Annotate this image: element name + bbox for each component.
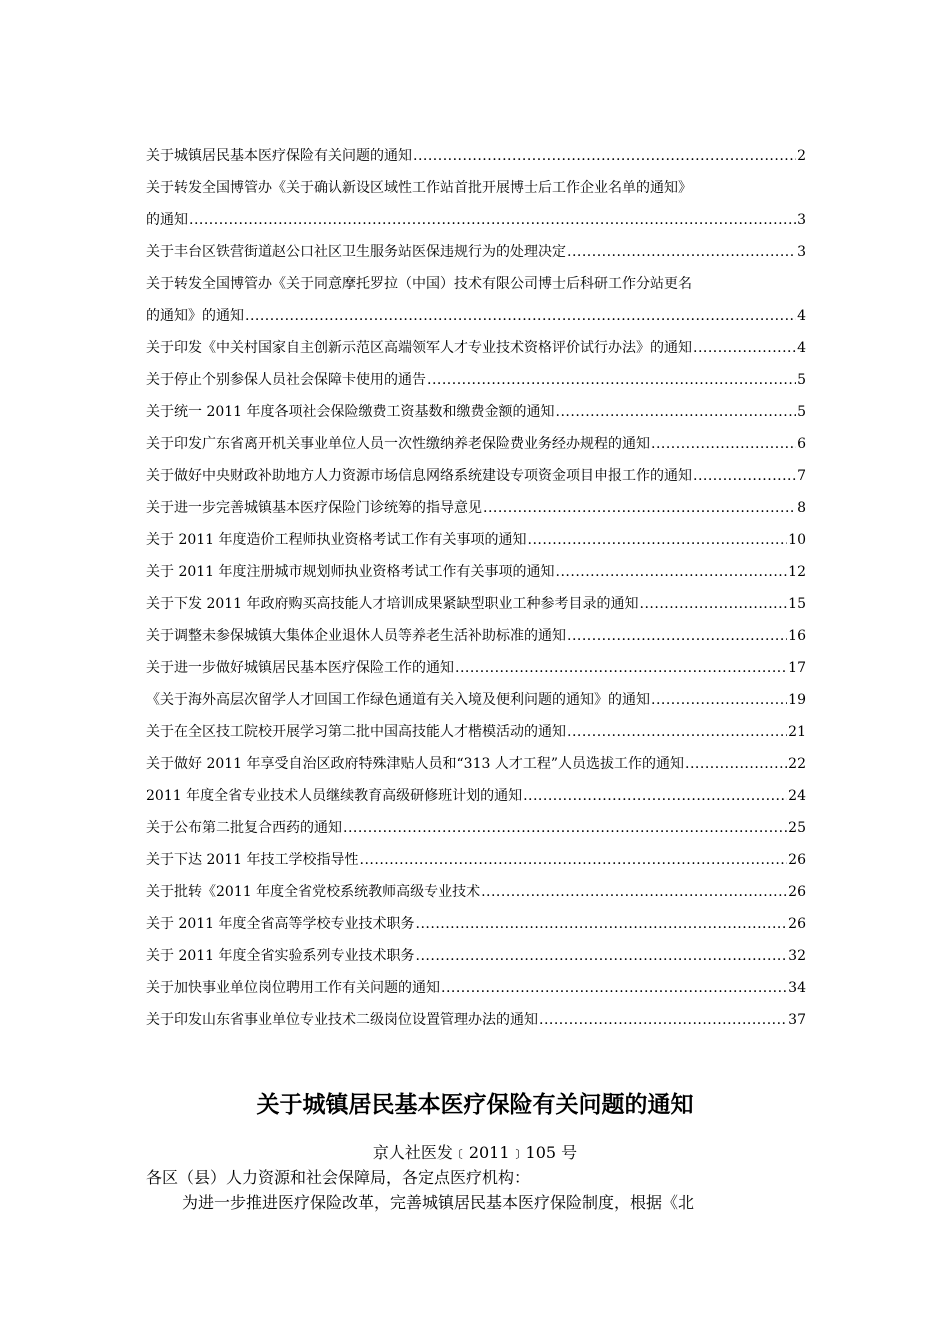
toc-entry[interactable] <box>146 780 806 812</box>
toc-entry[interactable] <box>146 524 806 556</box>
toc-entry-title: 关于 2011 年度注册城市规划师执业资格考试工作有关事项的通知 <box>146 564 555 580</box>
addressee-line: 各区（县）人力资源和社会保障局，各定点医疗机构： <box>146 1168 531 1187</box>
toc-entry[interactable] <box>146 556 806 588</box>
toc-leader-dots <box>416 940 788 972</box>
toc-entry-title: 关于印发山东省事业单位专业技术二级岗位设置管理办法的通知 <box>146 1012 538 1028</box>
toc-entry-title: 关于停止个别参保人员社会保障卡使用的通告 <box>146 372 426 388</box>
toc-page-number: 26 <box>788 852 806 868</box>
toc-leader-dots <box>189 204 796 236</box>
toc-entry[interactable] <box>146 908 806 940</box>
toc-page-number: 25 <box>788 820 806 836</box>
toc-page-number: 17 <box>788 660 806 676</box>
toc-page-number: 8 <box>797 500 806 516</box>
toc-entry-title: 关于印发广东省离开机关事业单位人员一次性缴纳养老保险费业务经办规程的通知 <box>146 436 650 452</box>
toc-entry[interactable] <box>146 236 806 268</box>
toc-leader-dots <box>539 1004 787 1036</box>
toc-leader-dots <box>528 524 788 556</box>
toc-page-number: 16 <box>788 628 806 644</box>
toc-page-number: 26 <box>788 916 806 932</box>
toc-page-number: 4 <box>797 308 806 324</box>
toc-entry-title: 关于下达 2011 年技工学校指导性 <box>146 852 359 868</box>
toc-entry-title: 关于加快事业单位岗位聘用工作有关问题的通知 <box>146 980 440 996</box>
toc-leader-dots <box>455 652 787 684</box>
toc-leader-dots <box>693 332 796 364</box>
toc-entry[interactable] <box>146 1004 806 1036</box>
toc-entry[interactable] <box>146 972 806 1004</box>
toc-entry[interactable] <box>146 428 806 460</box>
toc-entry-title: 关于 2011 年度全省高等学校专业技术职务 <box>146 916 415 932</box>
toc-leader-dots <box>640 588 788 620</box>
toc-entry[interactable] <box>146 268 806 300</box>
toc-page-number: 10 <box>788 532 806 548</box>
toc-entry[interactable] <box>146 716 806 748</box>
toc-page-number: 34 <box>788 980 806 996</box>
toc-leader-dots <box>523 780 787 812</box>
toc-entry-title: 关于 2011 年度造价工程师执业资格考试工作有关事项的通知 <box>146 532 527 548</box>
toc-entry-title: 关于做好 2011 年享受自治区政府特殊津贴人员和“313 人才工程”人员选拔工作的通知 <box>146 756 685 772</box>
toc-entry-title: 关于调整未参保城镇大集体企业退休人员等养老生活补助标准的通知 <box>146 628 566 644</box>
toc-entry-title: 关于公布第二批复合西药的通知 <box>146 820 342 836</box>
toc-leader-dots <box>556 396 797 428</box>
toc-entry[interactable] <box>146 812 806 844</box>
toc-leader-dots <box>416 908 788 940</box>
toc-page-number: 6 <box>797 436 806 452</box>
toc-entry[interactable] <box>146 876 806 908</box>
toc-leader-dots <box>685 748 787 780</box>
toc-entry-title: 关于转发全国博管办《关于同意摩托罗拉（中国）技术有限公司博士后科研工作分站更名 <box>146 276 692 292</box>
toc-entry-title: 关于转发全国博管办《关于确认新设区域性工作站首批开展博士后工作企业名单的通知》 <box>146 180 692 196</box>
toc-page-number: 12 <box>788 564 806 580</box>
toc-entry[interactable] <box>146 204 806 236</box>
toc-leader-dots <box>556 556 788 588</box>
toc-entry[interactable] <box>146 140 806 172</box>
toc-page-number: 32 <box>788 948 806 964</box>
toc-page-number: 5 <box>797 372 806 388</box>
toc-entry-title: 的通知 <box>146 212 188 228</box>
toc-page-number: 4 <box>797 340 806 356</box>
toc-page-number: 3 <box>797 244 806 260</box>
toc-entry-title: 关于进一步做好城镇居民基本医疗保险工作的通知 <box>146 660 454 676</box>
toc-leader-dots <box>481 876 787 908</box>
toc-entry-title: 关于下发 2011 年政府购买高技能人才培训成果紧缺型职业工种参考目录的通知 <box>146 596 639 612</box>
toc-page-number: 7 <box>797 468 806 484</box>
toc-entry[interactable] <box>146 620 806 652</box>
table-of-contents <box>146 140 806 1036</box>
toc-entry-title: 关于做好中央财政补助地方人力资源市场信息网络系统建设专项资金项目申报工作的通知 <box>146 468 692 484</box>
body-paragraph: 为进一步推进医疗保险改革，完善城镇居民基本医疗保险制度，根据《北 <box>182 1193 695 1212</box>
toc-leader-dots <box>483 492 796 524</box>
toc-page-number: 21 <box>788 724 806 740</box>
toc-leader-dots <box>343 812 787 844</box>
toc-leader-dots <box>567 236 796 268</box>
toc-leader-dots <box>413 140 796 172</box>
toc-page-number: 24 <box>788 788 806 804</box>
toc-entry[interactable] <box>146 364 806 396</box>
toc-leader-dots <box>427 364 796 396</box>
toc-entry-title: 关于进一步完善城镇基本医疗保险门诊统筹的指导意见 <box>146 500 482 516</box>
toc-page-number: 37 <box>788 1012 806 1028</box>
toc-page-number: 15 <box>788 596 806 612</box>
toc-leader-dots <box>651 428 796 460</box>
toc-page-number: 5 <box>797 404 806 420</box>
document-number: 京人社医发﹝2011﹞105 号 <box>372 1143 578 1162</box>
toc-entry[interactable] <box>146 172 806 204</box>
toc-entry-title: 的通知》的通知 <box>146 308 244 324</box>
toc-page-number: 19 <box>788 692 806 708</box>
toc-entry[interactable] <box>146 844 806 876</box>
toc-entry[interactable] <box>146 492 806 524</box>
toc-entry[interactable] <box>146 748 806 780</box>
toc-entry[interactable] <box>146 332 806 364</box>
toc-page-number: 3 <box>797 212 806 228</box>
toc-entry[interactable] <box>146 396 806 428</box>
toc-entry-title: 关于丰台区铁营街道赵公口社区卫生服务站医保违规行为的处理决定 <box>146 244 566 260</box>
toc-entry[interactable] <box>146 940 806 972</box>
toc-page-number: 22 <box>788 756 806 772</box>
toc-leader-dots <box>441 972 787 1004</box>
toc-page-number: 26 <box>788 884 806 900</box>
toc-entry-title: 关于在全区技工院校开展学习第二批中国高技能人才楷模活动的通知 <box>146 724 566 740</box>
toc-page-number: 2 <box>797 148 806 164</box>
toc-entry[interactable] <box>146 460 806 492</box>
toc-entry[interactable] <box>146 300 806 332</box>
toc-entry[interactable] <box>146 684 806 716</box>
toc-entry[interactable] <box>146 652 806 684</box>
toc-entry-title: 关于 2011 年度全省实验系列专业技术职务 <box>146 948 415 964</box>
toc-entry-title: 关于批转《2011 年度全省党校系统教师高级专业技术 <box>146 884 481 900</box>
article-title: 关于城镇居民基本医疗保险有关问题的通知 <box>256 1092 694 1118</box>
toc-entry-title: 《关于海外高层次留学人才回国工作绿色通道有关入境及便利问题的通知》的通知 <box>146 692 650 708</box>
toc-entry-title: 关于城镇居民基本医疗保险有关问题的通知 <box>146 148 412 164</box>
toc-entry[interactable] <box>146 588 806 620</box>
toc-entry-title: 关于统一 2011 年度各项社会保险缴费工资基数和缴费金额的通知 <box>146 404 555 420</box>
toc-leader-dots <box>567 716 787 748</box>
toc-leader-dots <box>567 620 787 652</box>
toc-leader-dots <box>360 844 788 876</box>
toc-entry-title: 关于印发《中关村国家自主创新示范区高端领军人才专业技术资格评价试行办法》的通知 <box>146 340 692 356</box>
toc-leader-dots <box>245 300 796 332</box>
toc-leader-dots <box>651 684 787 716</box>
toc-entry-title: 2011 年度全省专业技术人员继续教育高级研修班计划的通知 <box>146 788 523 804</box>
toc-leader-dots <box>693 460 796 492</box>
